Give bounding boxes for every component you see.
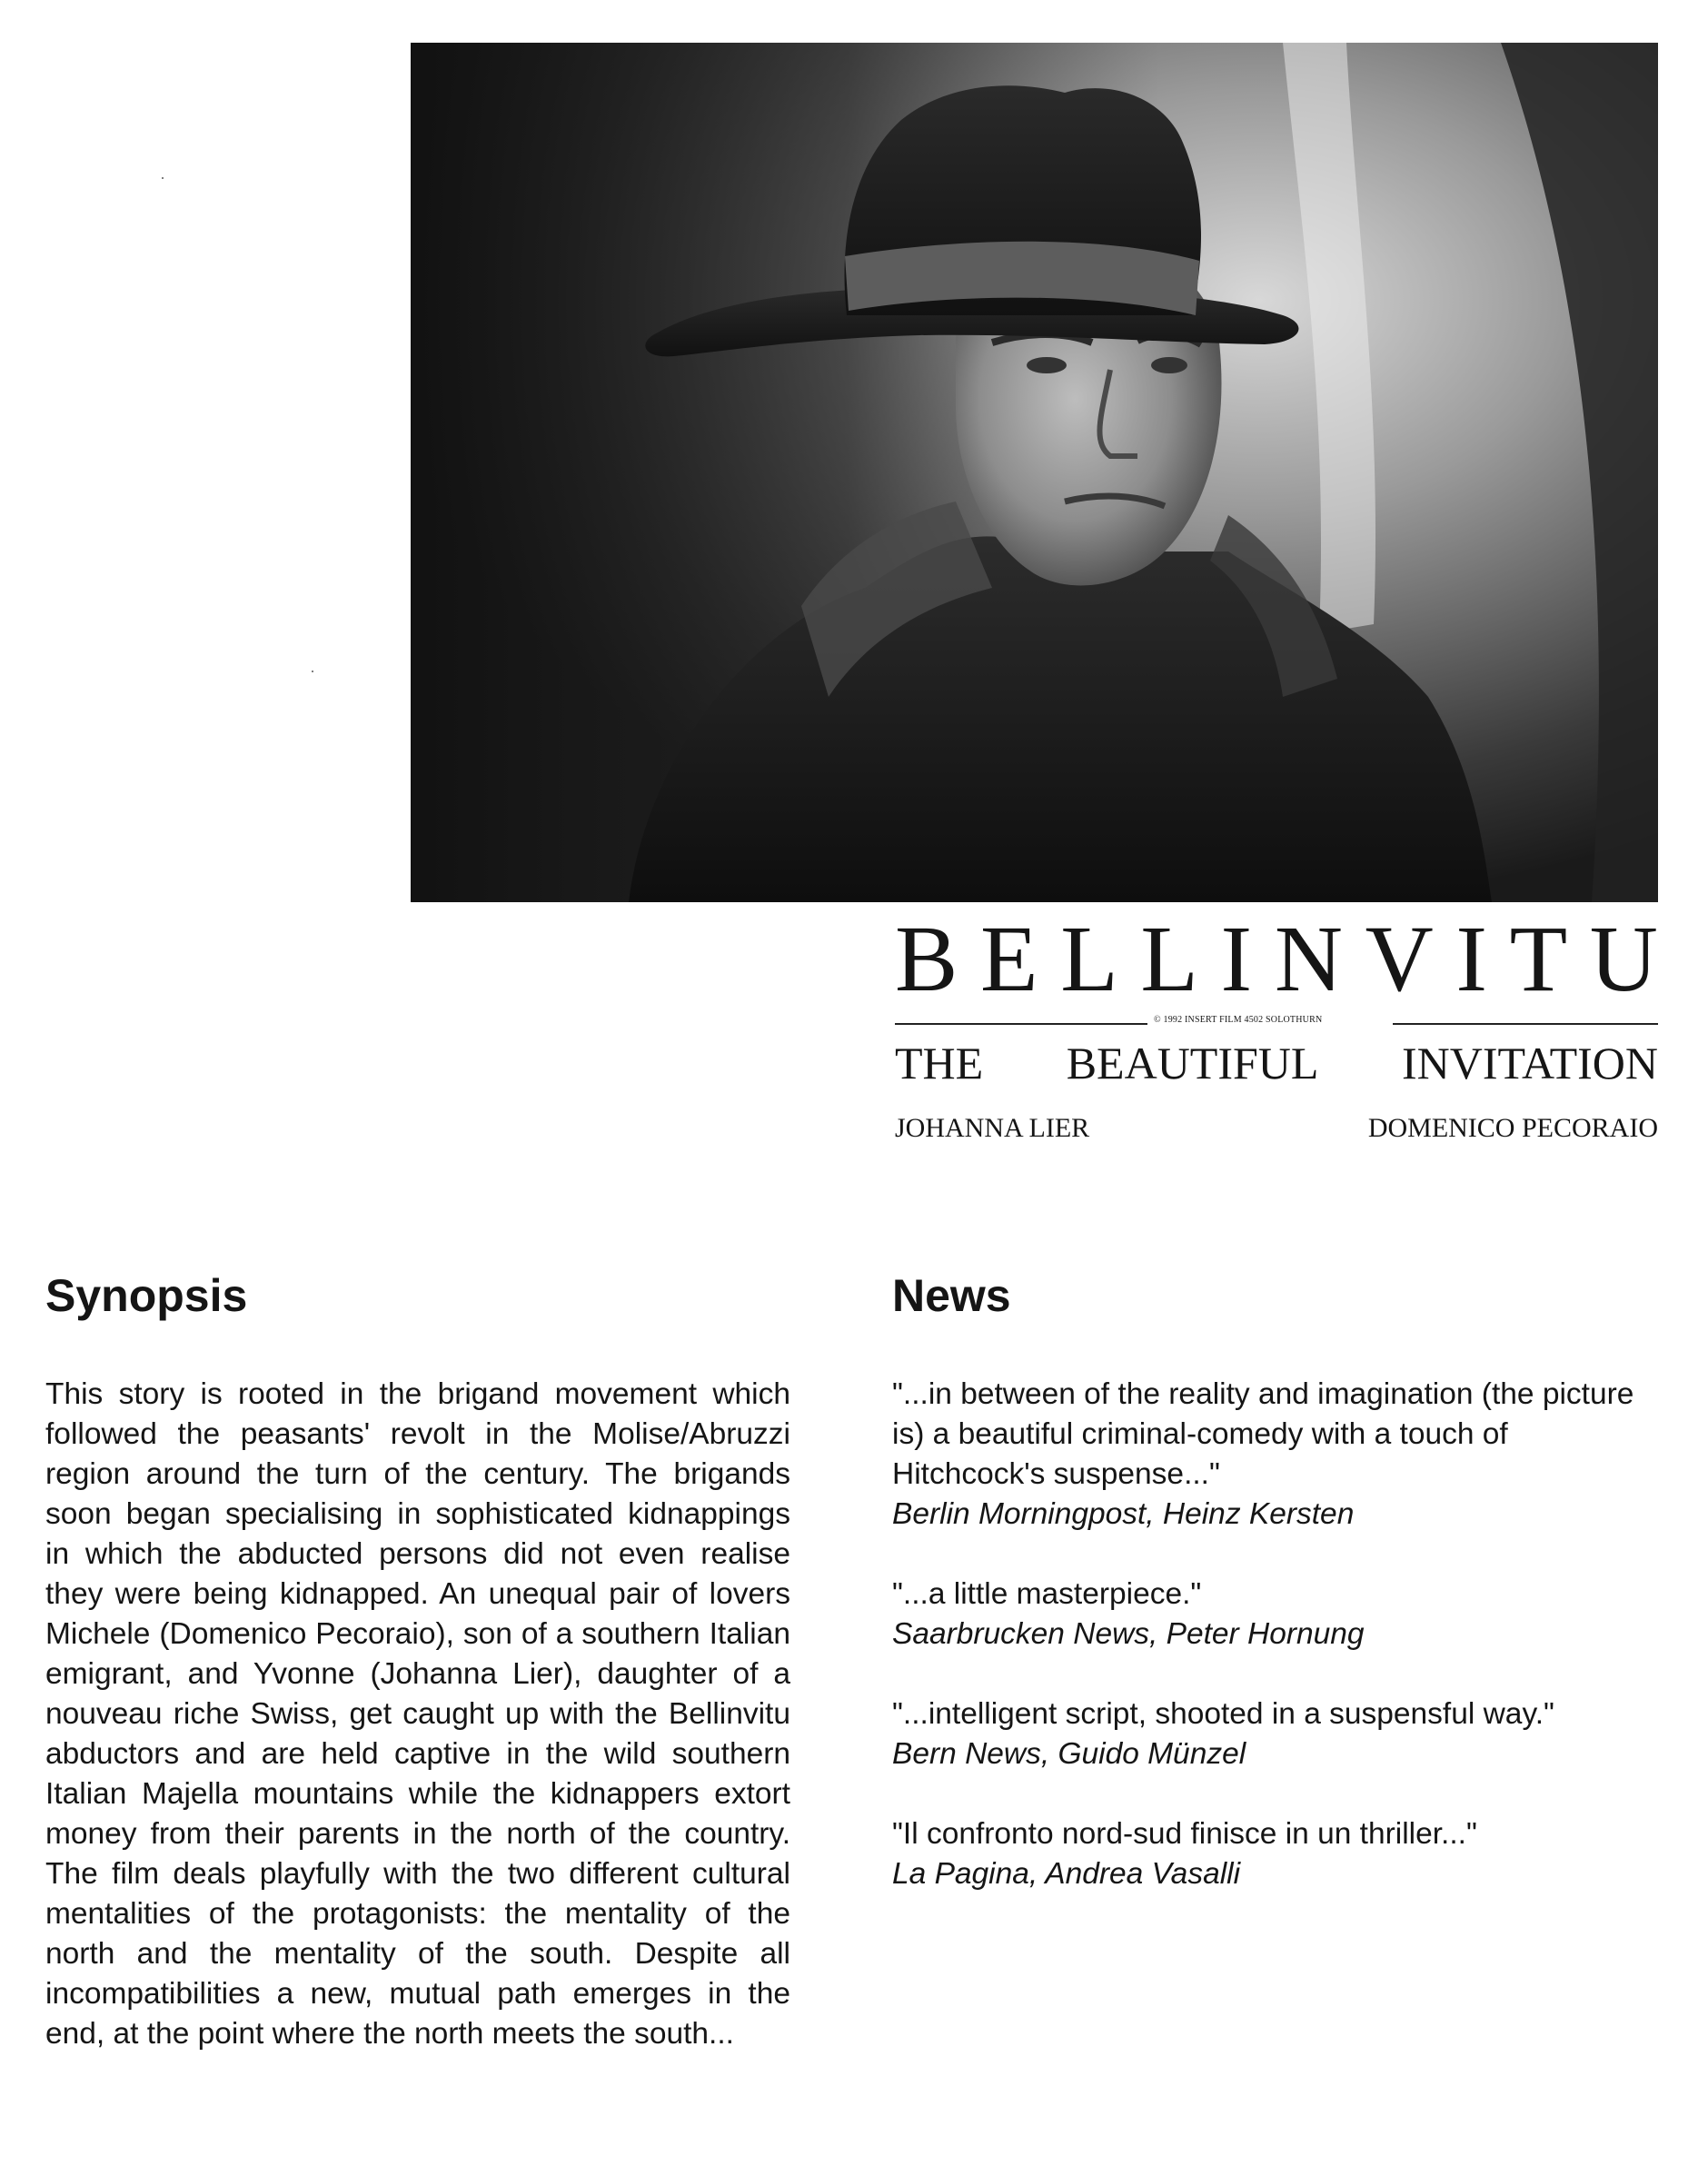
- review-quote: [892, 1694, 1655, 1774]
- synopsis-heading: Synopsis: [45, 1270, 248, 1321]
- review-quote-text: "...a little masterpiece.": [892, 1577, 1202, 1611]
- cast-name: DOMENICO PECORAIO: [1367, 1113, 1658, 1143]
- subtitle-word: INVITATION: [1401, 1038, 1658, 1088]
- scan-speck: [312, 671, 313, 672]
- review-source: Berlin Morningpost, Heinz Kersten: [892, 1497, 1355, 1531]
- title-letter: V: [1365, 907, 1434, 1011]
- title-letter: B: [895, 907, 958, 1011]
- title-block: [895, 909, 1658, 1145]
- cast-name: JOHANNA LIER: [895, 1113, 1090, 1143]
- review-quote: [892, 1575, 1655, 1654]
- review-quote-text: "...in between of the reality and imagination (the picture is) a beautiful criminal-comedy with a touch of Hitchcock's suspense...": [892, 1377, 1634, 1491]
- subtitle-word: BEAUTIFUL: [1066, 1038, 1319, 1088]
- review-quote-text: "...intelligent script, shooted in a suspensful way.": [892, 1697, 1554, 1731]
- scan-speck: [162, 177, 164, 179]
- synopsis-section: [45, 1267, 790, 2085]
- review-source: La Pagina, Andrea Vasalli: [892, 1857, 1241, 1891]
- copyright-rule: [895, 1012, 1658, 1034]
- film-title: [895, 909, 1658, 1010]
- film-subtitle: [895, 1038, 1658, 1088]
- title-letter: I: [1455, 907, 1487, 1011]
- review-source: Saarbrucken News, Peter Hornung: [892, 1617, 1365, 1651]
- portrait-illustration: [411, 43, 1658, 902]
- divider: [895, 1023, 1147, 1025]
- subtitle-word: THE: [895, 1038, 984, 1088]
- title-letter: U: [1589, 907, 1658, 1011]
- title-letter: E: [980, 907, 1038, 1011]
- title-letter: L: [1140, 907, 1198, 1011]
- news-section: [892, 1267, 1655, 1894]
- title-letter: L: [1060, 907, 1118, 1011]
- title-letter: T: [1509, 907, 1568, 1011]
- cast-names: [895, 1112, 1658, 1145]
- news-heading: News: [892, 1270, 1011, 1321]
- title-letter: N: [1274, 907, 1343, 1011]
- review-quote: [892, 1814, 1655, 1894]
- synopsis-text: This story is rooted in the brigand movement which followed the peasants' revolt in the Molise/Abruzzi region around the turn of the century. The brigands soon began specialising in sophisticated kidnappings in which the abducted persons did not even realise they were being kidnapped. An unequal pair of lovers Michele (Domenico Pecoraio), son of a southern Italian emigrant, and Yvonne (Johanna Lier), daughter of a nouveau riche Swiss, get caught up with the Bellinvitu abductors and are held captive in the wild southern Italian Majella mountains while the kidnappers extort money from their parents in the north of the country. The film deals playfully with the two different cultural mentalities of the protagonists: the mentality of the north and the mentality of the south. Despite all incompatibilities a new, mutual path emerges in the end, at the point where the north meets the south...: [45, 1377, 790, 2051]
- copyright-notice: © 1992 INSERT FILM 4502 SOLOTHURN: [1154, 1015, 1323, 1025]
- divider: [1393, 1023, 1658, 1025]
- title-letter: I: [1220, 907, 1253, 1011]
- review-source: Bern News, Guido Münzel: [892, 1737, 1246, 1771]
- film-still-photo: [411, 43, 1658, 902]
- review-quote-text: "Il confronto nord-sud finisce in un thriller...": [892, 1817, 1477, 1851]
- review-quote: [892, 1375, 1655, 1535]
